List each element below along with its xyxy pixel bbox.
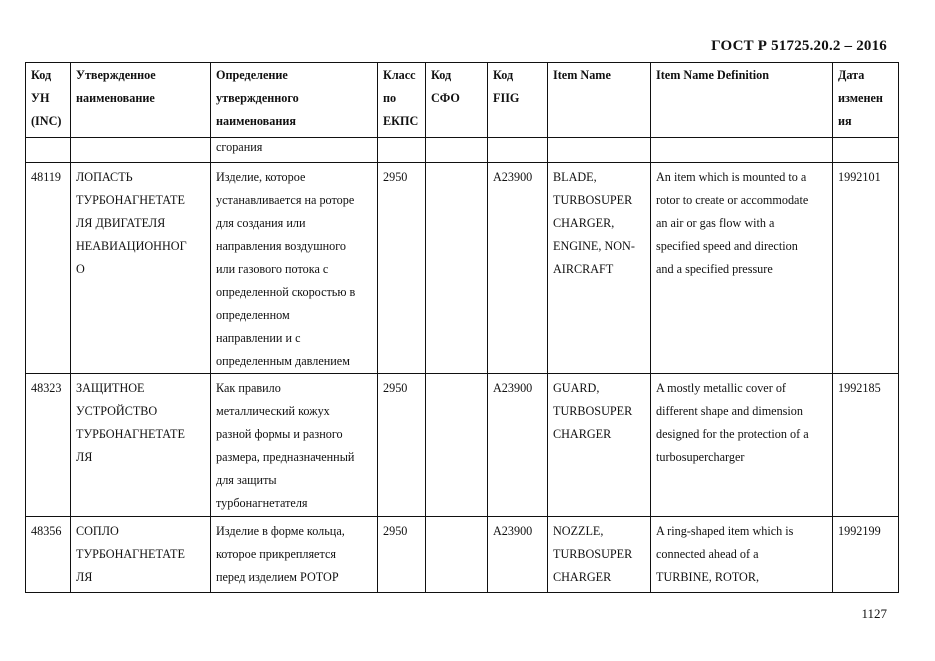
item-name-cell: BLADE, TURBOSUPER CHARGER, ENGINE, NON- AIRCRAFT xyxy=(548,163,651,374)
inc-cell: 48356 xyxy=(26,517,71,593)
approved-name-cell: ЛОПАСТЬ ТУРБОНАГНЕТАТЕ ЛЯ ДВИГАТЕЛЯ НЕАВИАЦИОННОГ О xyxy=(71,163,211,374)
col-header-class: Класс по ЕКПС xyxy=(378,63,426,138)
col-header-inc: Код УН (INC) xyxy=(26,63,71,138)
date-cell: 1992185 xyxy=(833,374,899,517)
table-row xyxy=(26,374,899,517)
col-header-item-definition: Item Name Definition xyxy=(651,63,833,138)
item-definition-cell: A ring-shaped item which is connected ahead of a TURBINE, ROTOR, xyxy=(651,517,833,593)
item-definition-cell: An item which is mounted to a rotor to create or accommodate an air or gas flow with a specified speed and direction and a specified pressure xyxy=(651,163,833,374)
col-header-fiig: Код FIIG xyxy=(488,63,548,138)
table-row xyxy=(26,163,899,374)
table-cell xyxy=(426,138,488,163)
definition-cell: Изделие, которое устанавливается на роторе для создания или направления воздушного или газового потока с определенной скоростью в определенном направлении и с определенным давлением xyxy=(211,163,378,374)
table-cell xyxy=(378,138,426,163)
table-header-row xyxy=(26,63,899,138)
table-cell: сгорания xyxy=(211,138,378,163)
sfo-cell xyxy=(426,517,488,593)
inc-cell: 48119 xyxy=(26,163,71,374)
class-cell: 2950 xyxy=(378,163,426,374)
fiig-cell: A23900 xyxy=(488,374,548,517)
fiig-cell: A23900 xyxy=(488,163,548,374)
table-cell xyxy=(833,138,899,163)
approved-name-cell: СОПЛО ТУРБОНАГНЕТАТЕ ЛЯ xyxy=(71,517,211,593)
item-definition-cell: A mostly metallic cover of different shape and dimension designed for the protection of a turbosupercharger xyxy=(651,374,833,517)
inc-cell: 48323 xyxy=(26,374,71,517)
continuation-row xyxy=(26,138,899,163)
fiig-cell: A23900 xyxy=(488,517,548,593)
col-header-approved-name: Утвержденное наименование xyxy=(71,63,211,138)
date-cell: 1992199 xyxy=(833,517,899,593)
class-cell: 2950 xyxy=(378,374,426,517)
col-header-item-name: Item Name xyxy=(548,63,651,138)
sfo-cell xyxy=(426,374,488,517)
item-name-cell: GUARD, TURBOSUPER CHARGER xyxy=(548,374,651,517)
item-name-cell: NOZZLE, TURBOSUPER CHARGER xyxy=(548,517,651,593)
date-cell: 1992101 xyxy=(833,163,899,374)
catalog-table xyxy=(25,62,899,593)
approved-name-cell: ЗАЩИТНОЕ УСТРОЙСТВО ТУРБОНАГНЕТАТЕ ЛЯ xyxy=(71,374,211,517)
table-cell xyxy=(488,138,548,163)
document-title: ГОСТ Р 51725.20.2 – 2016 xyxy=(711,38,887,54)
sfo-cell xyxy=(426,163,488,374)
table-row xyxy=(26,517,899,593)
definition-cell: Изделие в форме кольца, которое прикрепляется перед изделием РОТОР xyxy=(211,517,378,593)
table-cell xyxy=(71,138,211,163)
col-header-sfo: Код СФО xyxy=(426,63,488,138)
table-cell xyxy=(26,138,71,163)
col-header-date: Дата изменен ия xyxy=(833,63,899,138)
table-cell xyxy=(651,138,833,163)
class-cell: 2950 xyxy=(378,517,426,593)
table-cell xyxy=(548,138,651,163)
col-header-definition: Определение утвержденного наименования xyxy=(211,63,378,138)
page-number: 1127 xyxy=(861,606,887,621)
definition-cell: Как правило металлический кожух разной формы и разного размера, предназначенный для защиты турбонагнетателя xyxy=(211,374,378,517)
